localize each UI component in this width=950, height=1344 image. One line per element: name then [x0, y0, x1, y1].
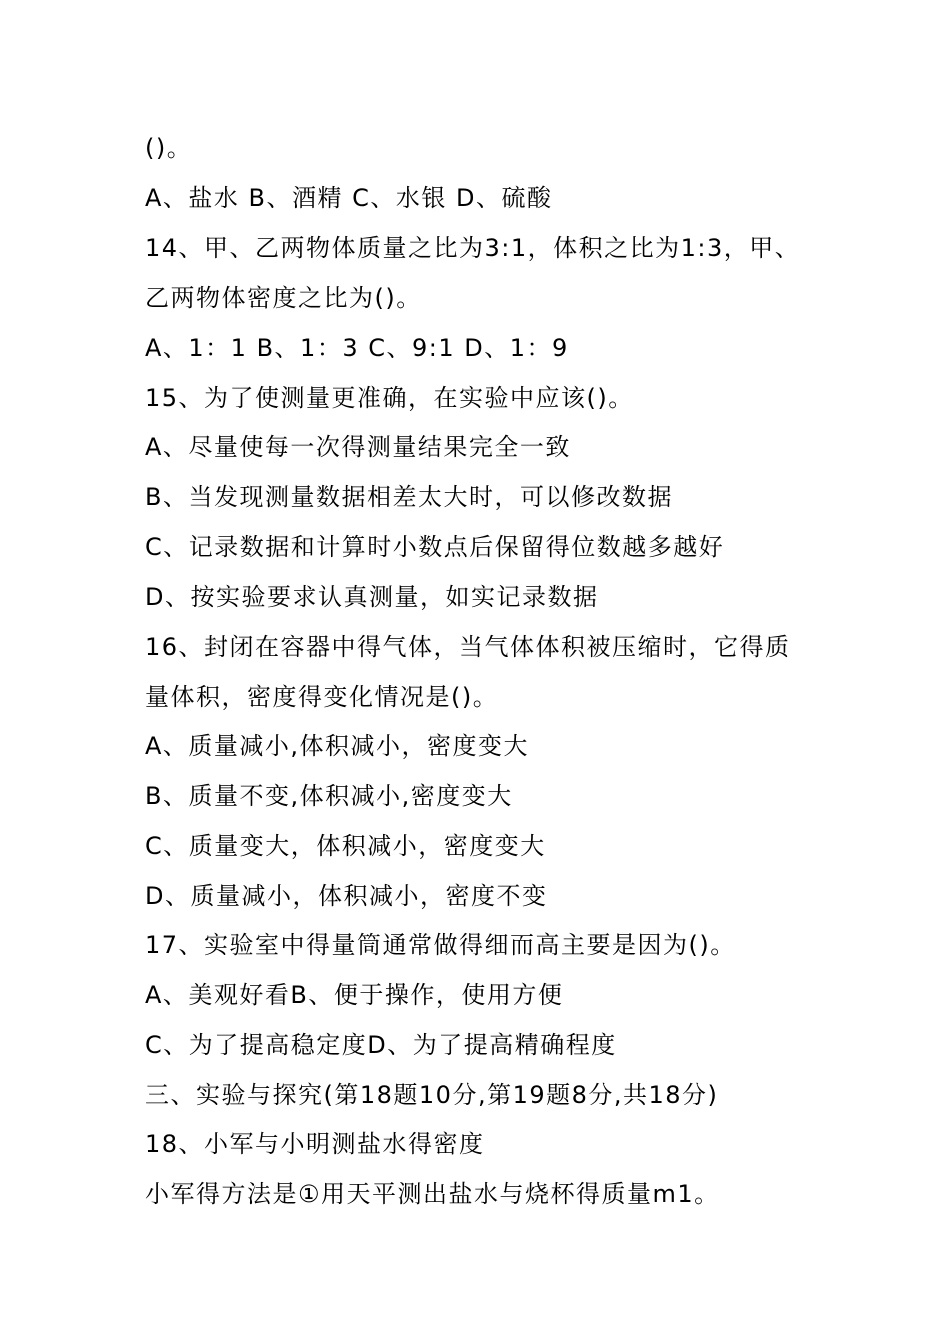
text-line: 小军得方法是①用天平测出盐水与烧杯得质量m1。	[145, 1180, 720, 1208]
text-line: B、质量不变,体积减小,密度变大	[145, 782, 513, 810]
text-line: 三、实验与探究(第18题10分,第19题8分,共18分)	[145, 1081, 719, 1109]
text-line: A、尽量使每一次得测量结果完全一致	[145, 433, 571, 461]
text-line: A、质量减小,体积减小，密度变大	[145, 732, 530, 760]
text-line: D、质量减小，体积减小，密度不变	[145, 882, 548, 910]
text-line: 量体积，密度得变化情况是()。	[145, 683, 499, 711]
text-line: 14、甲、乙两物体质量之比为3:1，体积之比为1:3，甲、	[145, 234, 801, 262]
text-line: ()。	[145, 134, 193, 162]
text-line: A、1：1 B、1：3 C、9:1 D、1：9	[145, 334, 569, 362]
text-line: B、当发现测量数据相差太大时，可以修改数据	[145, 483, 673, 511]
text-line: 16、封闭在容器中得气体，当气体体积被压缩时，它得质	[145, 633, 791, 661]
text-line: 乙两物体密度之比为()。	[145, 284, 422, 312]
text-line: A、盐水 B、酒精 C、水银 D、硫酸	[145, 184, 553, 212]
text-line: C、为了提高稳定度D、为了提高精确程度	[145, 1031, 617, 1059]
text-line: D、按实验要求认真测量，如实记录数据	[145, 583, 599, 611]
text-line: C、质量变大，体积减小，密度变大	[145, 832, 546, 860]
text-line: 18、小军与小明测盐水得密度	[145, 1130, 485, 1158]
text-line: 17、实验室中得量筒通常做得细而高主要是因为()。	[145, 931, 736, 959]
text-line: 15、为了使测量更准确，在实验中应该()。	[145, 384, 634, 412]
text-line: A、美观好看B、便于操作，使用方便	[145, 981, 564, 1009]
text-line: C、记录数据和计算时小数点后保留得位数越多越好	[145, 533, 725, 561]
